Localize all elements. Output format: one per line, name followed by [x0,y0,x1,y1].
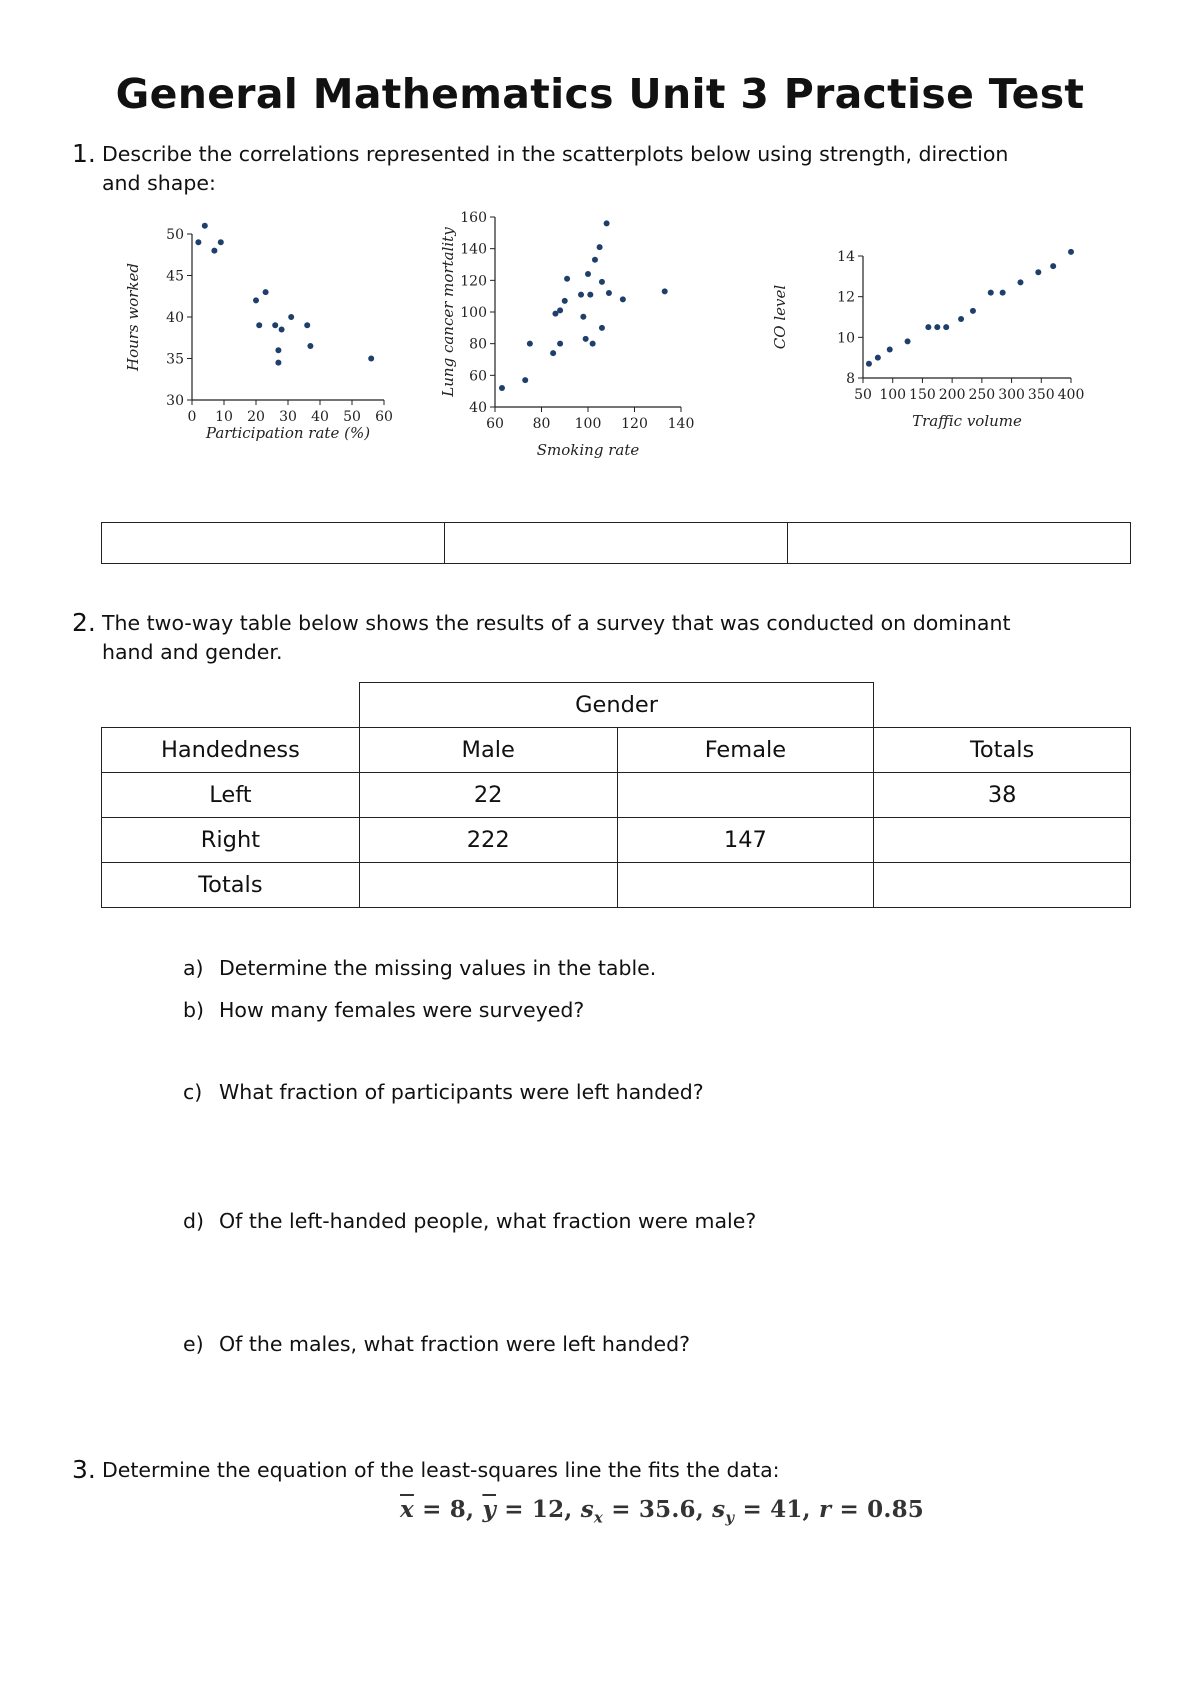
data-point [550,350,556,356]
sx-value: = 35.6, [603,1496,713,1523]
data-point [1035,269,1041,275]
header-totals: Totals [874,728,1131,773]
data-point [599,279,605,285]
data-point [564,276,570,282]
question-1-text [102,140,1008,198]
gender-header: Gender [359,683,873,728]
x-axis-label: Traffic volume [912,412,1022,430]
part-text: Of the males, what fraction were left handed? [219,1332,690,1356]
y-tick-label: 140 [460,241,487,258]
part-text: Determine the missing values in the table. [219,956,657,980]
y-axis-label: Hours worked [124,262,142,372]
table-corner-blank [102,683,360,728]
y-tick-label: 35 [166,351,184,368]
y-tick-label: 45 [166,268,184,285]
question-2-text [102,609,1011,667]
x-tick-label: 0 [187,409,197,425]
data-point [958,316,964,322]
data-point [599,325,605,331]
data-point [1000,290,1006,296]
part-letter: b) [183,998,205,1022]
header-handedness: Handedness [102,728,360,773]
table-row [102,818,1131,863]
data-point [272,322,278,328]
cell-totals-female[interactable] [617,863,874,908]
x-tick-label: 50 [854,387,872,403]
sy-symbol: s [712,1496,726,1523]
x-tick-label: 150 [909,387,936,403]
data-point [202,223,208,229]
part-letter: d) [183,1209,205,1233]
cell-left-male: 22 [359,773,617,818]
data-point [527,341,533,347]
answer-box-3[interactable] [788,523,1131,564]
part-letter: a) [183,956,204,980]
data-point [934,324,940,330]
y-tick-label: 120 [460,273,487,290]
question-2d [183,1209,756,1233]
y-tick-label: 12 [837,289,855,306]
data-point [562,298,568,304]
two-way-table [101,682,1131,908]
data-point [557,307,563,313]
sx-symbol: s [580,1496,594,1523]
data-point [1068,249,1074,255]
data-point [256,322,262,328]
data-point [275,347,281,353]
data-point [620,296,626,302]
data-point [279,326,285,332]
data-point [875,355,881,361]
data-point [597,244,603,250]
cell-left-totals: 38 [874,773,1131,818]
statistics-formula [400,1496,924,1527]
y-tick-label: 160 [460,210,487,226]
part-letter: e) [183,1332,204,1356]
y-tick-label: 40 [469,400,487,416]
question-3-number: 3. [72,1455,96,1484]
data-point [1017,279,1023,285]
r-value: = 0.85 [831,1496,925,1523]
question-2-line2: hand and gender. [102,640,283,664]
y-tick-label: 50 [166,227,184,243]
y-bar-value: = 12, [496,1496,581,1523]
x-tick-label: 100 [879,387,907,403]
table-corner-blank-right [874,683,1131,728]
question-2e [183,1332,690,1356]
row-label-right: Right [102,818,360,863]
data-point [943,324,949,330]
page-title: General Mathematics Unit 3 Practise Test [115,70,1085,118]
x-bar-symbol: $\overline{x}$ [400,1496,414,1523]
x-tick-label: 60 [486,416,504,432]
x-tick-label: 60 [375,409,393,425]
x-tick-label: 80 [532,416,551,432]
x-tick-label: 50 [343,409,361,425]
question-2b [183,998,584,1022]
x-axis-label: Participation rate (%) [205,424,371,442]
data-point [606,290,612,296]
question-1-line2: and shape: [102,171,216,195]
data-point [590,341,596,347]
cell-totals-totals[interactable] [874,863,1131,908]
y-axis-label: CO level [771,284,789,350]
scatterplot-co-level [771,249,1130,480]
x-bar-value: = 8, [413,1496,483,1523]
x-tick-label: 30 [279,409,297,425]
data-point [253,297,259,303]
question-3-text: Determine the equation of the least-squares line the fits the data: [102,1458,780,1482]
cell-right-female: 147 [617,818,874,863]
y-tick-label: 14 [837,249,855,265]
row-label-totals: Totals [102,863,360,908]
x-tick-label: 350 [1027,387,1055,403]
x-tick-label: 140 [667,416,695,432]
part-text: How many females were surveyed? [219,998,585,1022]
data-point [288,314,294,320]
part-text: Of the left-handed people, what fraction were male? [219,1209,757,1233]
x-tick-label: 300 [998,387,1025,403]
r-symbol: r [818,1496,832,1523]
x-tick-label: 200 [938,387,966,403]
x-tick-label: 40 [311,409,329,425]
y-tick-label: 8 [846,371,855,387]
cell-right-male: 222 [359,818,617,863]
data-point [499,385,505,391]
data-point [578,292,584,298]
question-2c [183,1080,704,1104]
question-1-line1: Describe the correlations represented in the scatterplots below using strength, direction [102,142,1009,166]
y-tick-label: 60 [469,368,487,385]
data-point [988,290,994,296]
data-point [304,322,310,328]
table-row [102,863,1131,908]
y-bar-symbol: $\overline{y}$ [482,1496,497,1523]
row-label-left: Left [102,773,360,818]
scatterplot-lung-cancer [439,210,775,515]
data-point [905,338,911,344]
data-point [587,292,593,298]
answer-boxes [101,522,1131,564]
cell-right-totals[interactable] [874,818,1131,863]
header-female: Female [617,728,874,773]
data-point [866,361,872,367]
part-text: What fraction of participants were left handed? [219,1080,704,1104]
y-tick-label: 10 [837,330,855,347]
cell-totals-male[interactable] [359,863,617,908]
table-row [102,773,1131,818]
answer-box-1[interactable] [102,523,445,564]
header-male: Male [359,728,617,773]
part-letter: c) [183,1080,203,1104]
data-point [583,336,589,342]
question-2a [183,956,656,980]
y-axis-label: Lung cancer mortality [439,227,457,397]
y-tick-label: 40 [166,310,184,326]
data-point [585,271,591,277]
sx-subscript: x [593,1508,604,1527]
sy-subscript: y [725,1508,735,1527]
x-axis-label: Smoking rate [536,441,640,459]
data-point [218,239,224,245]
data-point [211,248,217,254]
data-point [970,308,976,314]
x-tick-label: 20 [247,409,265,425]
answer-box-2[interactable] [445,523,788,564]
sy-value: = 41, [734,1496,819,1523]
data-point [580,314,586,320]
data-point [662,288,668,294]
scatterplot-hours-worked [120,225,440,495]
data-point [263,289,269,295]
data-point [522,377,528,383]
table-header-row [102,728,1131,773]
data-point [368,356,374,362]
y-tick-label: 100 [460,305,487,321]
question-1-number: 1. [72,139,96,168]
data-point [1050,263,1056,269]
data-point [195,239,201,245]
cell-left-female[interactable] [617,773,874,818]
data-point [925,324,931,330]
data-point [604,220,610,226]
data-point [887,347,893,353]
x-tick-label: 250 [968,387,996,403]
x-tick-label: 400 [1057,387,1085,403]
x-tick-label: 120 [621,416,648,432]
y-tick-label: 80 [469,336,487,353]
data-point [592,257,598,263]
data-point [557,341,563,347]
data-point [307,343,313,349]
question-2-line1: The two-way table below shows the results of a survey that was conducted on dominant [102,611,1011,635]
y-tick-label: 30 [166,393,184,409]
data-point [275,360,281,366]
question-2-number: 2. [72,608,96,637]
x-tick-label: 10 [215,409,233,425]
x-tick-label: 100 [574,416,602,432]
